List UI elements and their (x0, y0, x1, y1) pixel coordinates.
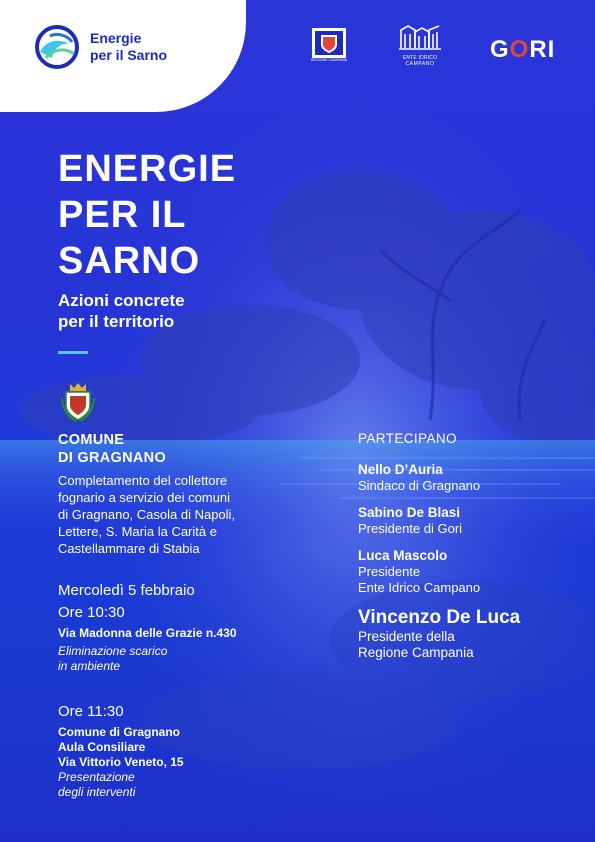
event-date: Mercoledì 5 febbraio (58, 582, 195, 599)
description-line: fognario a servizio dei comuni (58, 490, 230, 505)
description-line: di Gragnano, Casola di Napoli, (58, 507, 236, 522)
description-line: Castellammare di Stabia (58, 541, 200, 556)
event-note-second-line2: degli interventi (58, 785, 136, 799)
eic-caption-line2: CAMPANO (405, 61, 435, 67)
gragnano-crest (60, 382, 96, 427)
event-place-second-line2: Aula Consiliare (58, 740, 146, 754)
participant-name: Luca Mascolo (358, 548, 448, 563)
comune-name (58, 431, 166, 467)
gori-letters-ri: RI (529, 36, 556, 63)
event-time-first: Ore 10:30 (58, 604, 125, 621)
eic-caption-line1: ENTE IDRICO (402, 55, 438, 61)
event-place-second-line1: Comune di Gragnano (58, 725, 181, 739)
participant-item (358, 504, 578, 537)
participant-role: Presidente (358, 564, 421, 579)
page-title (58, 146, 236, 284)
brand-name (90, 30, 167, 64)
regione-campania-logo (309, 28, 349, 71)
participants-list (358, 430, 578, 671)
gori-letter-g: G (490, 36, 510, 63)
event-note-first-line1: Eliminazione scarico (58, 644, 168, 658)
gori-logo (490, 36, 555, 64)
event-note-second-line1: Presentazione (58, 770, 135, 784)
ente-idrico-campano-logo-icon (398, 24, 442, 50)
participant-role: Sindaco di Gragnano (358, 478, 481, 493)
participant-role: Ente Idrico Campano (358, 580, 481, 595)
event-note-first (58, 644, 167, 674)
accent-divider (58, 351, 88, 354)
event-note-first-line2: in ambiente (58, 659, 121, 673)
page-subtitle (58, 290, 185, 332)
title-line1: ENERGIE (58, 148, 237, 190)
event-time-second: Ore 11:30 (58, 703, 124, 720)
comune-name-line1: COMUNE (58, 432, 125, 448)
swirl-water-logo-icon (32, 22, 82, 72)
event-note-second (58, 770, 135, 800)
brand-name-line2: per il Sarno (90, 47, 168, 63)
title-line3: SARNO (58, 240, 201, 282)
comune-name-line2: DI GRAGNANO (58, 450, 167, 466)
ente-idrico-campano-logo (398, 24, 442, 67)
participant-role: Regione Campania (358, 645, 474, 660)
event-place-first: Via Madonna delle Grazie n.430 (58, 626, 237, 640)
participant-role: Presidente di Gori (358, 521, 463, 536)
title-line2: PER IL (58, 194, 187, 236)
event-place-second-line3: Via Vittorio Veneto, 15 (58, 755, 184, 769)
gori-letter-o: O (509, 36, 530, 63)
project-description (58, 472, 293, 557)
subtitle-line2: per il territorio (58, 312, 175, 331)
description-line: Completamento del collettore (58, 473, 228, 488)
brand-name-line1: Energie (90, 30, 142, 46)
regione-caption: REGIONE CAMPANIA (310, 58, 348, 62)
participant-name: Vincenzo De Luca (358, 607, 521, 628)
participant-name: Sabino De Blasi (358, 505, 461, 520)
brand-logo (32, 22, 167, 72)
participant-item-featured (358, 606, 578, 661)
participant-name: Nello D’Auria (358, 462, 443, 477)
event-place-second (58, 725, 184, 770)
description-line: Lettere, S. Maria la Carità e (58, 524, 217, 539)
participant-item (358, 547, 578, 596)
participant-item (358, 461, 578, 494)
participant-role: Presidente della (358, 629, 455, 644)
participants-heading: PARTECIPANO (358, 431, 457, 446)
subtitle-line1: Azioni concrete (58, 291, 185, 310)
gragnano-coat-of-arms-icon (60, 382, 96, 422)
